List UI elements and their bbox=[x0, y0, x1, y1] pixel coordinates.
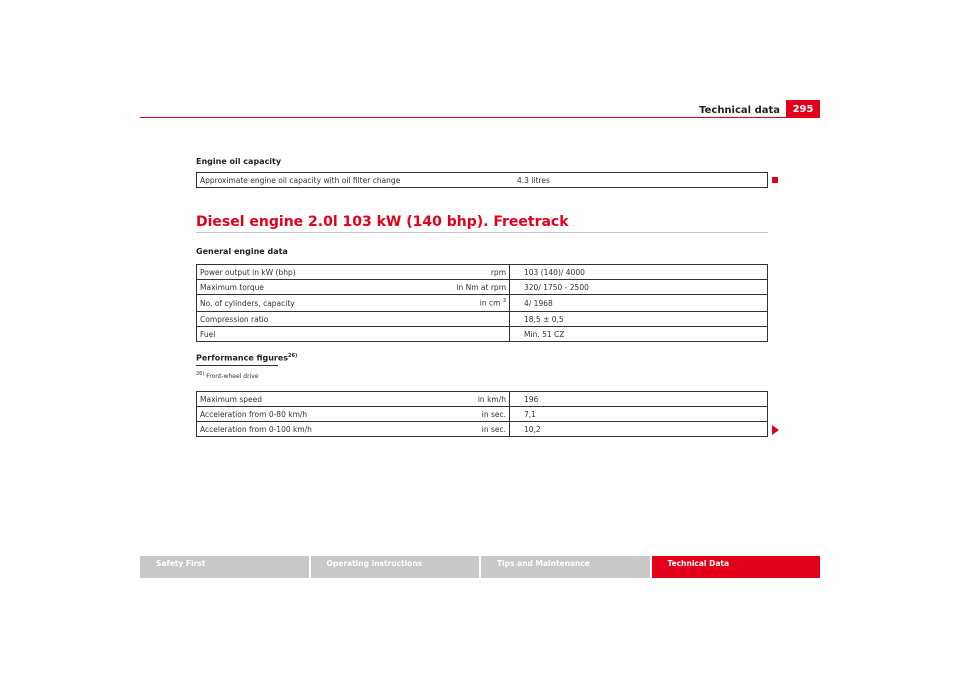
table-row bbox=[197, 265, 768, 280]
general-engine-table bbox=[196, 264, 768, 342]
chapter-nav bbox=[140, 556, 820, 578]
tab-operating-instructions[interactable]: Operating instructions bbox=[311, 556, 480, 578]
page-header-title: Technical data bbox=[699, 105, 780, 116]
table-row bbox=[197, 173, 768, 188]
row-value: Min. 51 CZ bbox=[510, 327, 768, 342]
oil-capacity-heading: Engine oil capacity bbox=[196, 157, 282, 166]
row-unit: rpm bbox=[423, 265, 510, 280]
row-value: 196 bbox=[510, 392, 768, 407]
row-label: Maximum torque bbox=[197, 280, 424, 295]
oil-capacity-label: Approximate engine oil capacity with oil filter change bbox=[197, 173, 504, 188]
row-label: Acceleration from 0-100 km/h bbox=[197, 422, 424, 437]
row-label: Acceleration from 0-80 km/h bbox=[197, 407, 424, 422]
section-title: Diesel engine 2.0l 103 kW (140 bhp). Freetrack bbox=[196, 214, 569, 230]
row-value: 10,2 bbox=[510, 422, 768, 437]
row-value: 7,1 bbox=[510, 407, 768, 422]
table-row bbox=[197, 295, 768, 312]
row-label: Compression ratio bbox=[197, 312, 424, 327]
end-of-section-icon bbox=[772, 177, 778, 183]
row-label: Maximum speed bbox=[197, 392, 424, 407]
row-value: 103 (140)/ 4000 bbox=[510, 265, 768, 280]
row-label: Fuel bbox=[197, 327, 424, 342]
performance-heading bbox=[196, 353, 297, 363]
oil-capacity-value: 4.3 litres bbox=[503, 173, 768, 188]
footnote-ref: 26) bbox=[196, 371, 205, 377]
header-rule bbox=[140, 117, 820, 118]
tab-technical-data[interactable]: Technical Data bbox=[652, 556, 821, 578]
tab-tips-and-maintenance[interactable]: Tips and Maintenance bbox=[481, 556, 650, 578]
general-engine-heading: General engine data bbox=[196, 247, 288, 256]
table-row bbox=[197, 312, 768, 327]
table-row bbox=[197, 327, 768, 342]
table-row bbox=[197, 280, 768, 295]
section-rule bbox=[196, 232, 768, 233]
row-unit-cell bbox=[423, 295, 510, 312]
footnote-text: Front-wheel drive bbox=[206, 373, 259, 380]
continue-arrow-icon bbox=[772, 425, 779, 435]
row-unit: in km/h bbox=[423, 392, 510, 407]
row-unit: in cm bbox=[479, 298, 501, 308]
row-value: 18,5 ± 0,5 bbox=[510, 312, 768, 327]
footnote bbox=[196, 371, 258, 380]
row-value: 4/ 1968 bbox=[510, 295, 768, 312]
performance-table bbox=[196, 391, 768, 437]
row-unit: in sec. bbox=[423, 407, 510, 422]
row-unit bbox=[423, 327, 510, 342]
table-row bbox=[197, 392, 768, 407]
row-label: Power output in kW (bhp) bbox=[197, 265, 424, 280]
row-unit bbox=[423, 312, 510, 327]
page-number-badge: 295 bbox=[786, 100, 820, 118]
unit-superscript: 3 bbox=[502, 298, 506, 305]
footnote-marker: 26) bbox=[288, 353, 298, 359]
oil-capacity-table bbox=[196, 172, 768, 188]
row-unit: in Nm at rpm bbox=[423, 280, 510, 295]
table-row bbox=[197, 407, 768, 422]
table-row bbox=[197, 422, 768, 437]
row-value: 320/ 1750 - 2500 bbox=[510, 280, 768, 295]
performance-heading-text: Performance figures bbox=[196, 353, 289, 363]
tab-safety-first[interactable]: Safety First bbox=[140, 556, 309, 578]
row-label: No. of cylinders, capacity bbox=[197, 295, 424, 312]
footnote-rule bbox=[196, 365, 278, 366]
row-unit: in sec. bbox=[423, 422, 510, 437]
